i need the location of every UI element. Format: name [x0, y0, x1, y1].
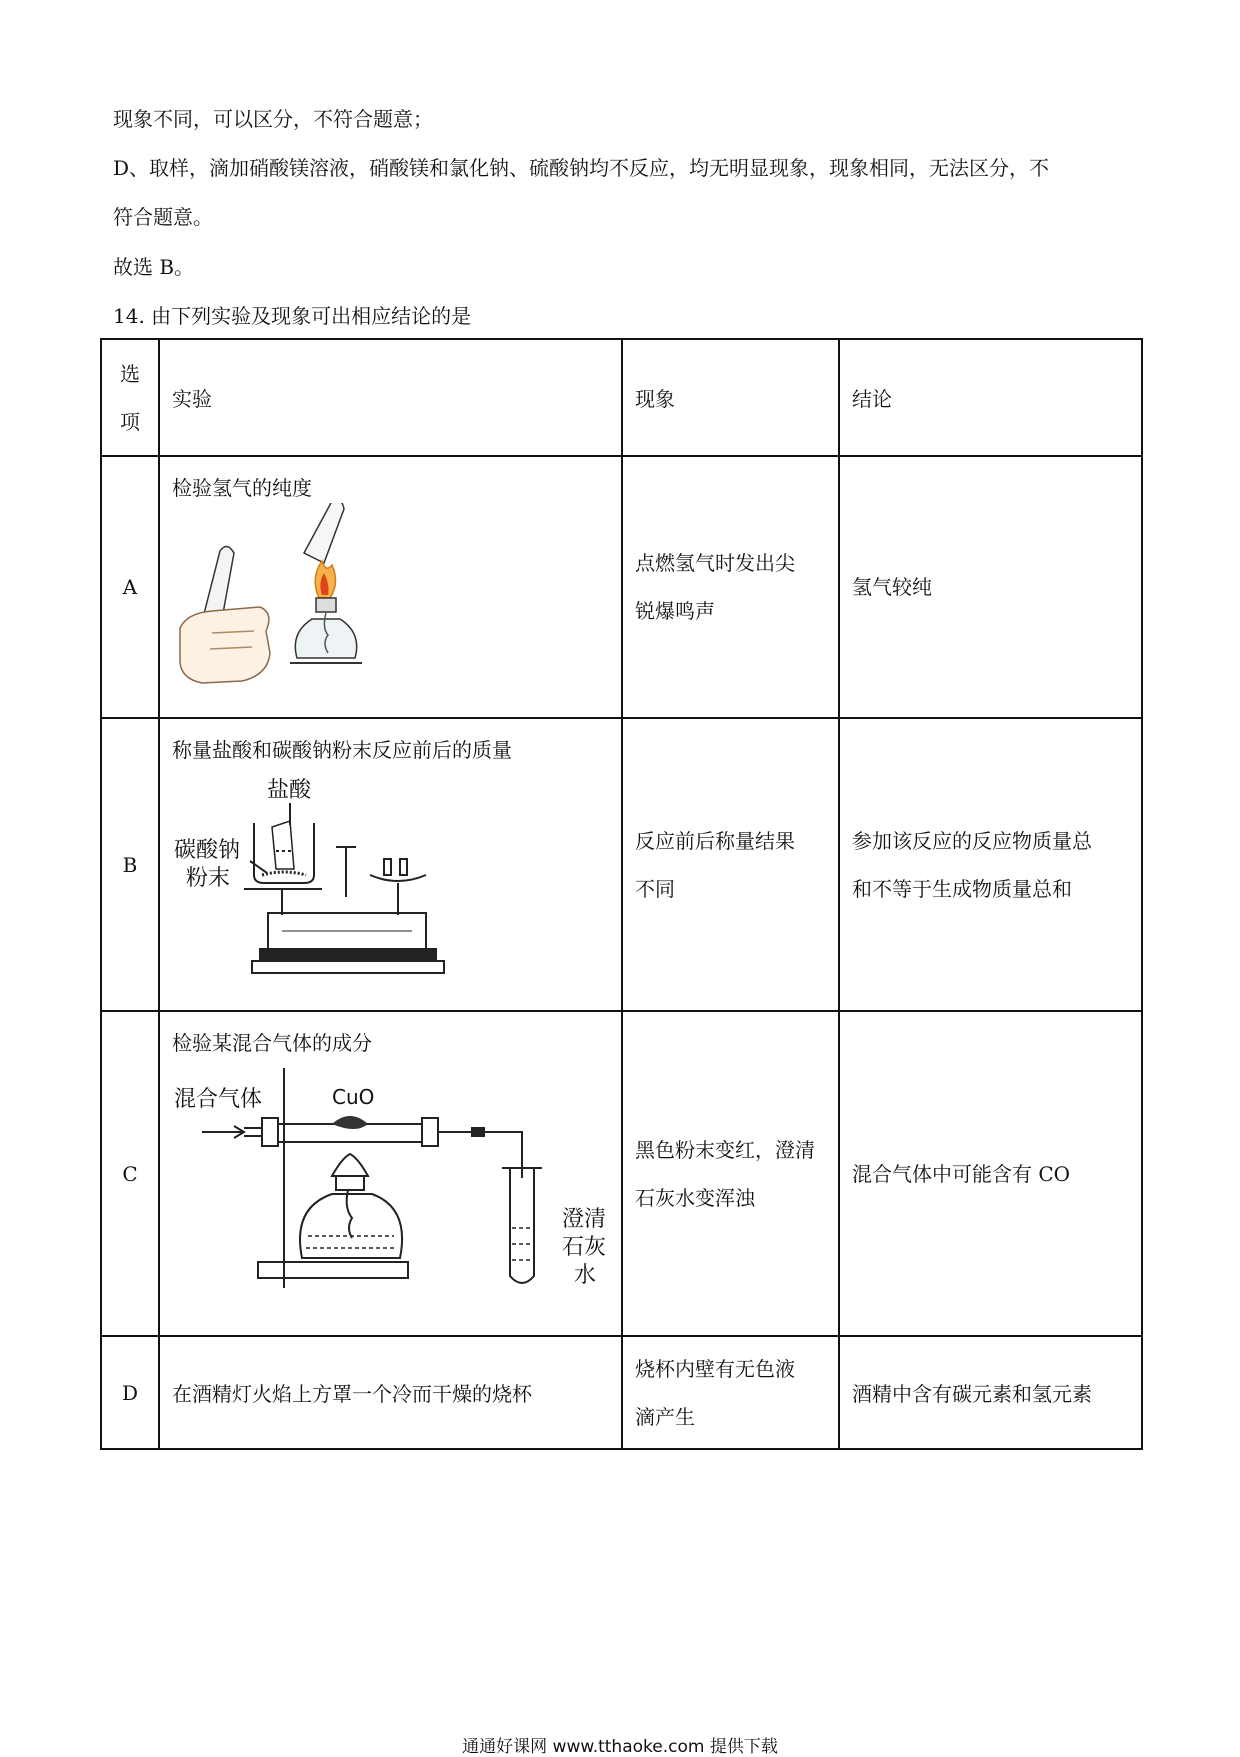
table-header-row — [101, 339, 1142, 456]
label-limewater-1: 澄清 — [562, 1207, 607, 1232]
label-limewater-3: 水 — [574, 1263, 597, 1288]
table-row — [101, 1011, 1142, 1336]
row-experiment — [159, 1011, 622, 1336]
table-row — [101, 718, 1142, 1011]
row-option: D — [101, 1336, 159, 1449]
label-powder: 粉末 — [186, 866, 231, 891]
row-phenomenon: 点燃氢气时发出尖 锐爆鸣声 — [622, 456, 839, 718]
question-table — [100, 338, 1143, 1450]
hydrogen-test-figure — [172, 503, 432, 693]
experiment-title: 称量盐酸和碳酸钠粉末反应前后的质量 — [172, 738, 512, 762]
gas-test-figure — [172, 1058, 612, 1308]
intro-line-1: 现象不同，可以区分，不符合题意； — [113, 107, 433, 131]
row-option: B — [101, 718, 159, 1011]
label-hydrochloric-acid: 盐酸 — [267, 778, 312, 803]
label-copper-oxide: CuO — [332, 1085, 375, 1109]
header-phenomenon: 现象 — [622, 339, 839, 456]
label-limewater-2: 石灰 — [562, 1235, 607, 1260]
intro-line-3: 符合题意。 — [113, 205, 213, 229]
label-sodium-carbonate: 碳酸钠 — [174, 838, 241, 863]
row-phenomenon: 反应前后称量结果 不同 — [622, 718, 839, 1011]
row-conclusion: 混合气体中可能含有 CO — [839, 1011, 1142, 1336]
row-option: C — [101, 1011, 159, 1336]
experiment-title: 检验某混合气体的成分 — [172, 1031, 372, 1055]
row-phenomenon: 烧杯内壁有无色液 滴产生 — [622, 1336, 839, 1449]
header-option: 选 项 — [101, 339, 159, 456]
question-stem: 14. 由下列实验及现象可出相应结论的是 — [113, 304, 472, 328]
intro-line-4: 故选 B。 — [113, 255, 195, 279]
page-footer: 通通好课网 www.tthaoke.com 提供下载 — [462, 1737, 778, 1757]
label-mixed-gas: 混合气体 — [174, 1087, 263, 1112]
table-row — [101, 456, 1142, 718]
row-conclusion: 氢气较纯 — [839, 456, 1142, 718]
balance-figure — [172, 765, 472, 990]
row-experiment — [159, 456, 622, 718]
intro-line-2: D、取样，滴加硝酸镁溶液，硝酸镁和氯化钠、硫酸钠均不反应，均无明显现象，现象相同，无法区分，不 — [113, 156, 1050, 180]
row-experiment — [159, 718, 622, 1011]
table-row — [101, 1336, 1142, 1449]
header-conclusion: 结论 — [839, 339, 1142, 456]
row-option: A — [101, 456, 159, 718]
experiment-title: 检验氢气的纯度 — [172, 476, 312, 500]
row-experiment: 在酒精灯火焰上方罩一个冷而干燥的烧杯 — [159, 1336, 622, 1449]
row-conclusion: 酒精中含有碳元素和氢元素 — [839, 1336, 1142, 1449]
row-phenomenon: 黑色粉末变红，澄清 石灰水变浑浊 — [622, 1011, 839, 1336]
header-experiment: 实验 — [159, 339, 622, 456]
row-conclusion: 参加该反应的反应物质量总 和不等于生成物质量总和 — [839, 718, 1142, 1011]
